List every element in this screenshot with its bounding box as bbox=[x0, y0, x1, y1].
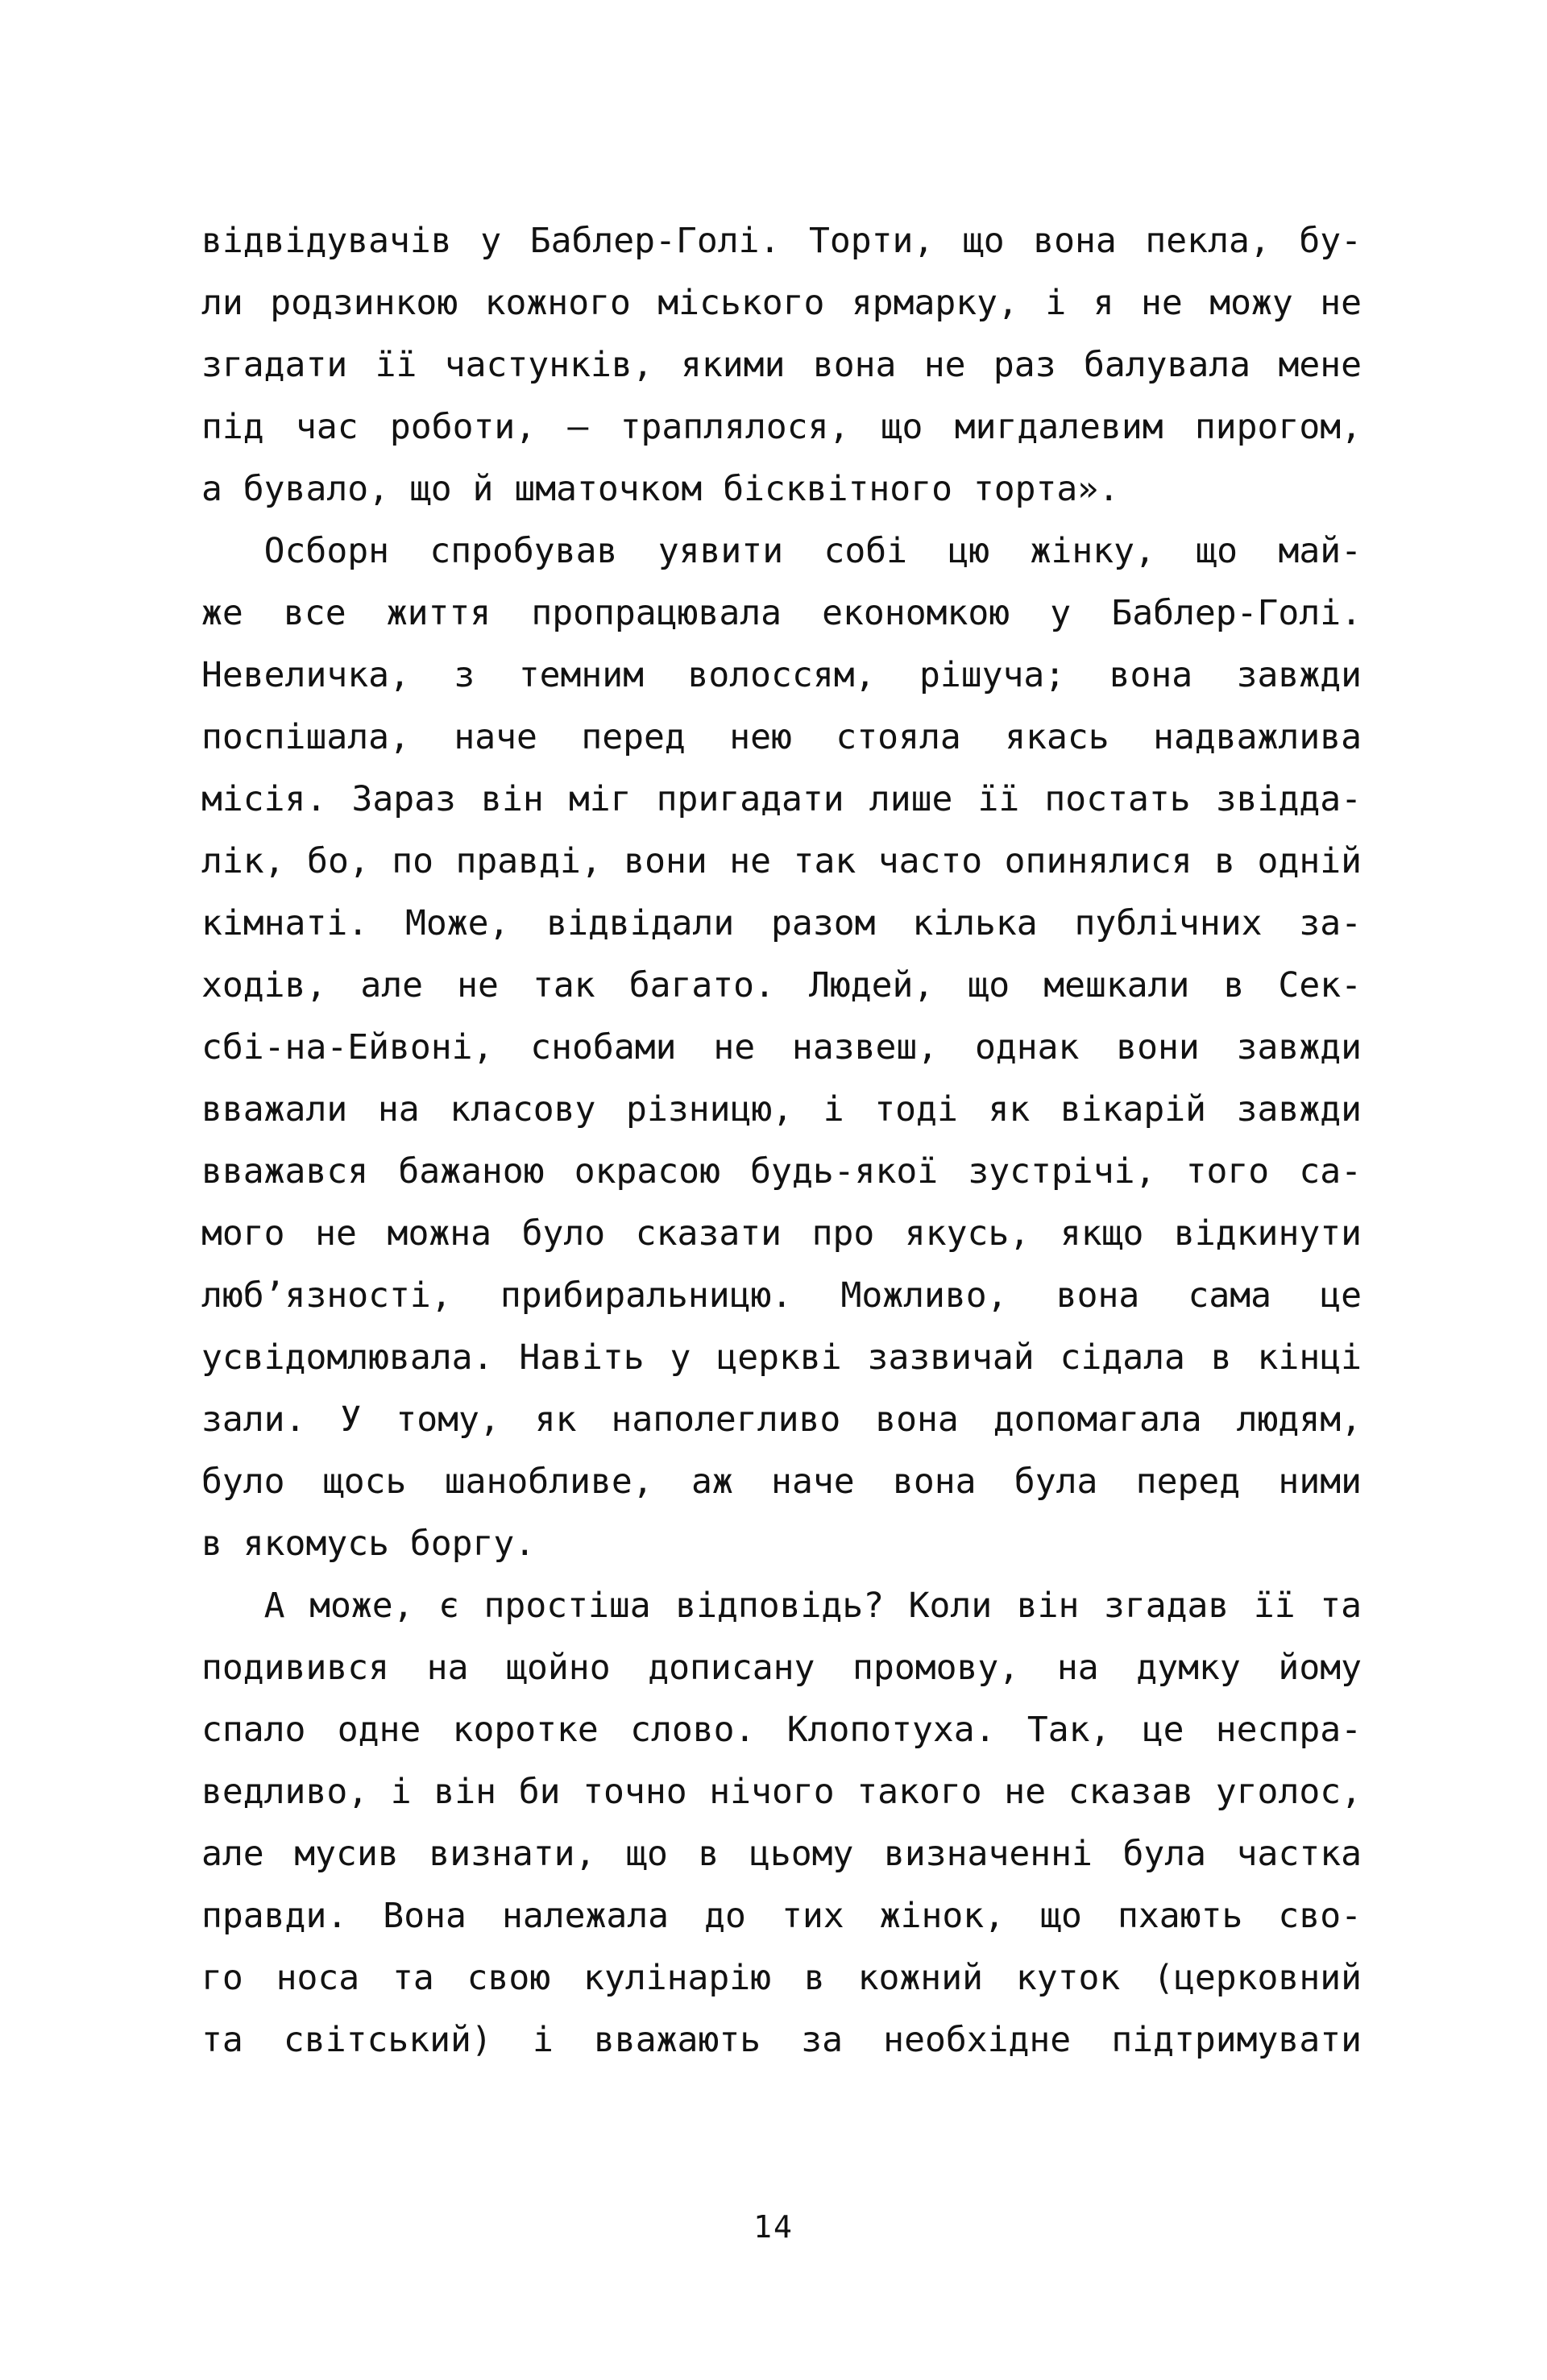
text-line: згадати її частунків, якими вона не раз балувала мене bbox=[201, 345, 1362, 385]
text-line: усвідомлювала. Навіть у церкві зазвичай сідала в кінці bbox=[201, 1337, 1362, 1378]
text-line: сбі-на-Ейвоні, снобами не назвеш, однак вони завжди bbox=[201, 1027, 1362, 1068]
body-text bbox=[201, 210, 1362, 2071]
text-line: люб’язності, прибиральницю. Можливо, вона сама це bbox=[201, 1275, 1362, 1316]
text-line: Осборн спробував уявити собі цю жінку, що май- bbox=[263, 531, 1362, 571]
text-line: під час роботи, — траплялося, що мигдалевим пирогом, bbox=[201, 407, 1362, 447]
text-line: ли родзинкою кожного міського ярмарку, і я не можу не bbox=[201, 283, 1362, 323]
text-line: та світський) і вважають за необхідне підтримувати bbox=[201, 2020, 1362, 2060]
text-line: правди. Вона належала до тих жінок, що пхають сво- bbox=[201, 1896, 1362, 1936]
text-line: спало одне коротке слово. Клопотуха. Так, це неспра- bbox=[201, 1710, 1362, 1750]
text-line: зали. У тому, як наполегливо вона допомагала людям, bbox=[201, 1399, 1362, 1440]
text-line: А може, є простіша відповідь? Коли він згадав її та bbox=[263, 1586, 1362, 1626]
text-line: ходів, але не так багато. Людей, що мешкали в Сек- bbox=[201, 965, 1362, 1005]
text-line: поспішала, наче перед нею стояла якась надважлива bbox=[201, 717, 1362, 757]
text-line: місія. Зараз він міг пригадати лише її постать звідда- bbox=[201, 779, 1362, 819]
text-line: в якомусь боргу. bbox=[201, 1524, 536, 1564]
text-line: вважався бажаною окрасою будь-якої зустрічі, того са- bbox=[201, 1151, 1362, 1192]
text-line: а бувало, що й шматочком бісквітного торта». bbox=[201, 469, 1120, 509]
text-line: подивився на щойно дописану промову, на думку йому bbox=[201, 1648, 1362, 1688]
page-number: 14 bbox=[753, 2209, 794, 2245]
text-line: лік, бо, по правді, вони не так часто опинялися в одній bbox=[201, 841, 1362, 881]
text-line: було щось шанобливе, аж наче вона була перед ними bbox=[201, 1462, 1362, 1502]
text-line: кімнаті. Може, відвідали разом кілька публічних за- bbox=[201, 903, 1362, 943]
text-line: мого не можна було сказати про якусь, якщо відкинути bbox=[201, 1213, 1362, 1254]
text-line: відвідувачів у Баблер-Голі. Торти, що вона пекла, бу- bbox=[201, 221, 1362, 261]
text-line: го носа та свою кулінарію в кожний куток (церковний bbox=[201, 1958, 1362, 1998]
text-line: але мусив визнати, що в цьому визначенні була частка bbox=[201, 1834, 1362, 1874]
text-line: Невеличка, з темним волоссям, рішуча; вона завжди bbox=[201, 655, 1362, 695]
text-line: ведливо, і він би точно нічого такого не сказав уголос, bbox=[201, 1772, 1362, 1812]
text-line: же все життя пропрацювала економкою у Баблер-Голі. bbox=[201, 593, 1362, 633]
text-line: вважали на класову різницю, і тоді як вікарій завжди bbox=[201, 1089, 1362, 1130]
